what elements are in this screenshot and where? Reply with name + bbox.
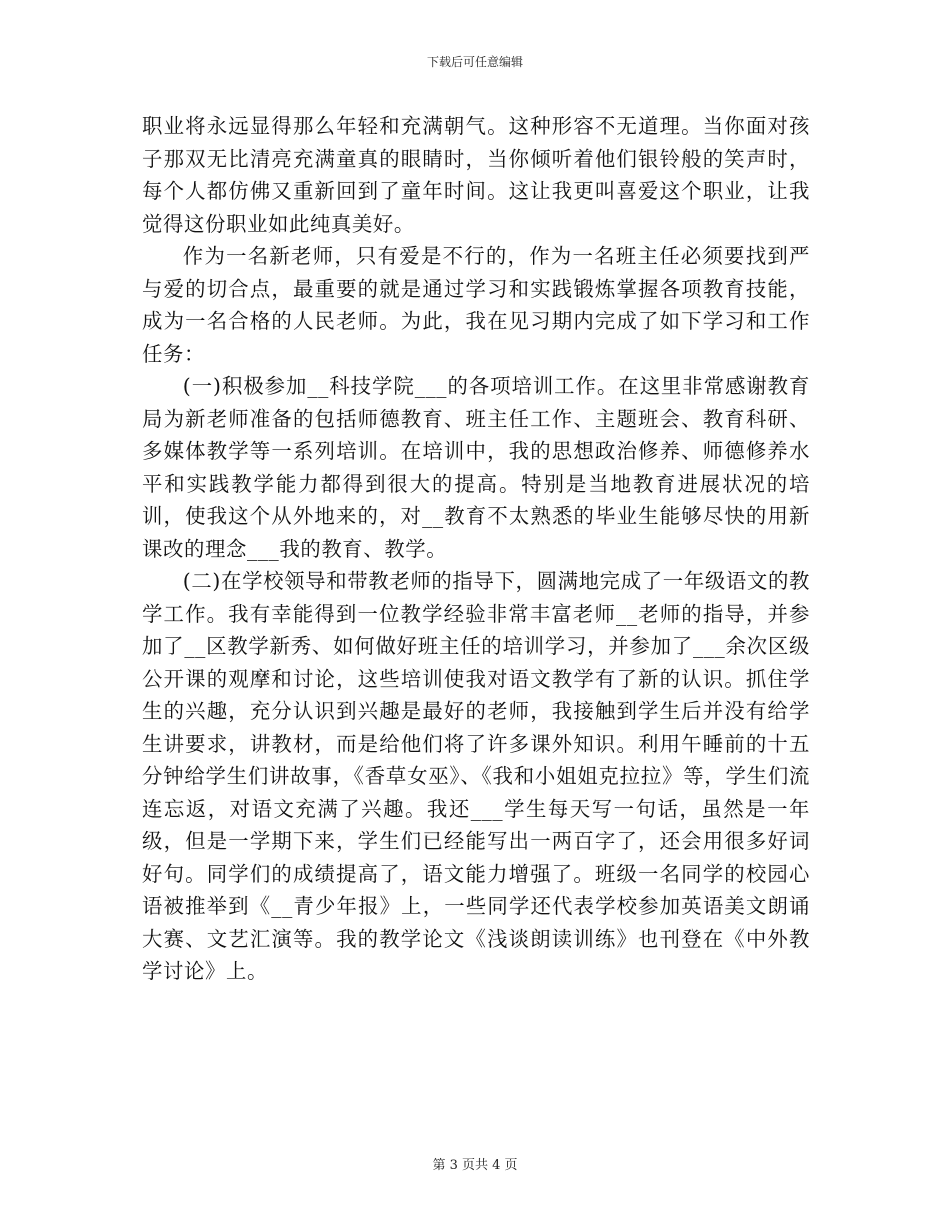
paragraph-intro: 作为一名新老师，只有爱是不行的，作为一名班主任必须要找到严与爱的切合点，最重要的就是通过学习和实践锻炼掌握各项教育技能，成为一名合格的人民老师。为此，我在见习期内完成了如下学习和工作任务： [142,244,810,366]
page-footer: 第 3 页共 4 页 [432,1158,518,1173]
paragraph-section-two: (二)在学校领导和带教老师的指导下，圆满地完成了一年级语文的教学工作。我有幸能得到一位教学经验非常丰富老师__老师的指导，并参加了__区教学新秀、如何做好班主任的培训学习，并参加了___余次区级公开课的观摩和讨论，这些培训使我对语文教学有了新的认识。抓住学生的兴趣，充分认识到兴趣是最好的老师，我接触到学生后并没有给学生讲要求，讲教材，而是给他们将了许多课外知识。利用午睡前的十五分钟给学生们讲故事，《香草女巫》、《我和小姐姐克拉拉》等，学生们流连忘返，对语文充满了兴趣。我还___学生每天写一句话，虽然是一年级，但是一学期下来，学生们已经能写出一两百字了，还会用很多好词好句。同学们的成绩提高了，语文能力增强了。班级一名同学的校园心语被推举到《__青少年报》上，一些同学还代表学校参加英语美文朗诵大赛、文艺汇演等。我的教学论文《浅谈朗读训练》也刊登在《中外教学讨论》上。 [142,569,810,983]
page-header: 下载后可任意编辑 [426,55,523,69]
paragraph-section-one: (一)积极参加__科技学院___的各项培训工作。在这里非常感谢教育局为新老师准备的包括师德教育、班主任工作、主题班会、教育科研、多媒体教学等一系列培训。在培训中，我的思想政治修养、师德修养水平和实践教学能力都得到很大的提高。特别是当地教育进展状况的培训，使我这个从外地来的，对__教育不太熟悉的毕业生能够尽快的用新课改的理念___我的教育、教学。 [142,374,810,561]
paragraph-continuation: 职业将永远显得那么年轻和充满朝气。这种形容不无道理。当你面对孩子那双无比清亮充满童真的眼睛时，当你倾听着他们银铃般的笑声时，每个人都仿佛又重新回到了童年时间。这让我更叫喜爱这个职业，让我觉得这份职业如此纯真美好。 [142,114,810,236]
document-body [142,110,810,988]
